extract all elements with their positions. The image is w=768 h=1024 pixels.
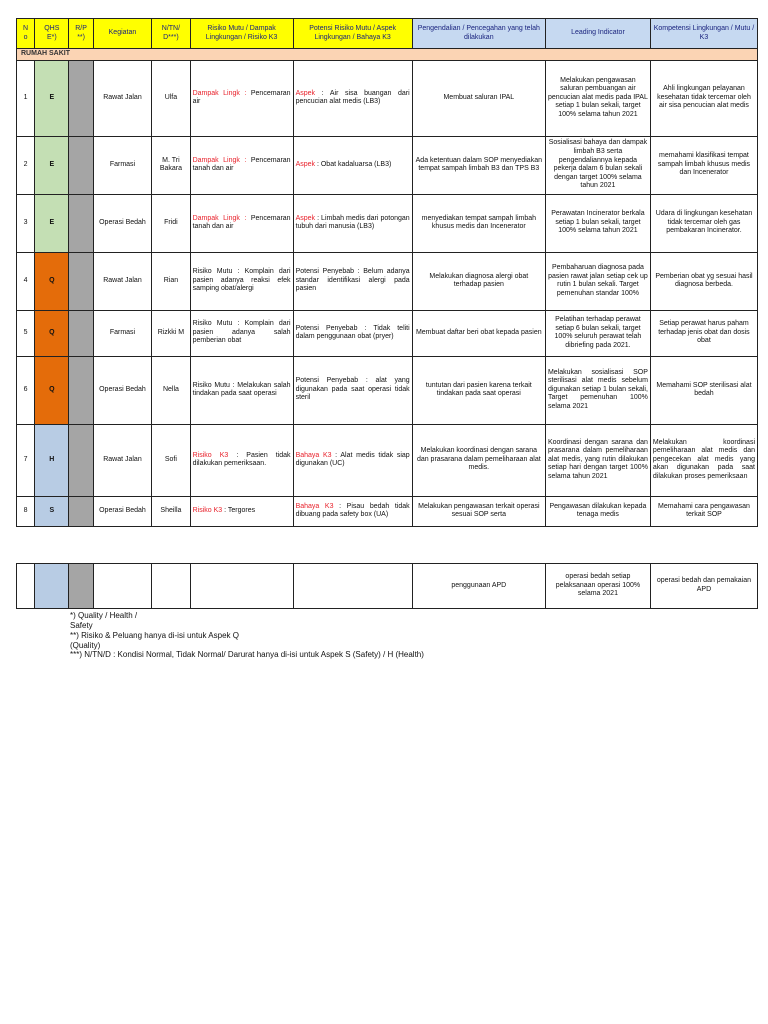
row-potensi [293,424,412,496]
header-no: N o [17,19,35,49]
row-leading-indicator: Melakukan sosialisasi SOP sterilisasi alat medis sebelum digunakan setiap 1 bulan sekali, Target pemenuhan 100% selama 2021 [545,356,650,424]
header-pengendalian: Pengendalian / Pencegahan yang telah dilakukan [412,19,545,49]
table-row [17,356,758,424]
row-pic: Sofi [152,424,190,496]
potential-text: Potensi Penyebab : alat yang digunakan pada saat operasi tidak steril [295,377,410,402]
row-pengendalian: menyediakan tempat sampah limbah khusus medis dan Incenerator [412,194,545,252]
row-kegiatan: Operasi Bedah [93,356,152,424]
footnotes [70,611,424,660]
row-code: E [35,194,69,252]
row-potensi [293,496,412,526]
row-kegiatan: Farmasi [93,310,152,356]
row-potensi [293,310,412,356]
table-row [17,310,758,356]
header-row [17,19,758,49]
row-kompetensi: Pemberian obat yg sesuai hasil diagnosa berbeda. [650,252,757,310]
risk-text: Risiko Mutu : Komplain dari pasien adanya reaksi efek samping obat/alergi [192,268,291,293]
row-risiko [190,496,293,526]
row-kegiatan: Rawat Jalan [93,60,152,136]
row-code: E [35,60,69,136]
header-ntnd: N/TN/ D***) [152,19,190,49]
row-leading-indicator: Pengawasan dilakukan kepada tenaga medis [545,496,650,526]
cont-risiko [190,564,293,609]
row-pengendalian: Melakukan diagnosa alergi obat terhadap pasien [412,252,545,310]
risk-text: : Tergores [222,506,256,514]
row-risiko [190,60,293,136]
row-no: 7 [17,424,35,496]
row-kegiatan: Rawat Jalan [93,424,152,496]
section-label: RUMAH SAKIT [17,49,758,61]
potential-text: Potensi Penyebab : Tidak teliti dalam penggunaan obat (pryer) [295,324,410,341]
section-row [17,49,758,61]
cont-pic [152,564,190,609]
row-kompetensi: Udara di lingkungan kesehatan tidak tercemar oleh gas pembakaran Incinerator. [650,194,757,252]
potential-text: : Pisau bedah tidak dibuang pada safety box (UA) [295,502,410,519]
potential-label: Aspek [295,214,316,222]
row-rp [69,136,93,194]
row-risiko [190,356,293,424]
row-no: 6 [17,356,35,424]
risk-label: Dampak Lingk : [192,156,247,164]
potential-label: Bahaya K3 [295,502,334,510]
row-leading-indicator: Koordinasi dengan sarana dan prasarana dalam pemeliharaan alat medis, yang rutin dilakukan setiap hari dengan target 100% selama tahun 2021 [545,424,650,496]
row-leading-indicator: Pembaharuan diagnosa pada pasien rawat jalan setiap cek up rutin 1 bulan sekali. Target pemenuhan standar 100% [545,252,650,310]
row-kompetensi: Ahli lingkungan pelayanan kesehatan tidak tercemar oleh air sisa pencucian alat medis [650,60,757,136]
footnote-2: **) Risiko & Peluang hanya di-isi untuk Aspek Q (Quality) [70,631,239,650]
row-leading-indicator: Melakukan pengawasan saluran pembuangan air pencucian alat medis pada IPAL setiap 1 bulan sekali, target 100% selama tahun 2021 [545,60,650,136]
row-pic: Ulfa [152,60,190,136]
row-rp [69,424,93,496]
row-potensi [293,252,412,310]
row-code: E [35,136,69,194]
risk-text: Risiko Mutu : Komplain dari pasien adanya salah pemberian obat [192,320,291,345]
row-code: Q [35,356,69,424]
row-rp [69,252,93,310]
row-rp [69,60,93,136]
row-risiko [190,252,293,310]
row-pic: M. Tri Bakara [152,136,190,194]
risk-text: : Pasien tidak dilakukan pemeriksaan. [192,451,291,468]
risk-label: Dampak Lingk : [192,214,247,222]
row-rp [69,496,93,526]
row-no: 3 [17,194,35,252]
row-kompetensi: memahami klasifikasi tempat sampah limbah khusus medis dan Incenerator [650,136,757,194]
risk-text: Pencemaran tanah dan air [192,156,291,173]
row-risiko [190,310,293,356]
row-code: H [35,424,69,496]
potential-label: Bahaya K3 [295,451,332,459]
potential-text: : Alat medis tidak siap digunakan (UC) [295,451,410,468]
row-leading-indicator: Pelatihan terhadap perawat setiap 6 bulan sekali, target 100% seluruh perawat telah dibriefing pada 2021. [545,310,650,356]
risk-text: Pencemaran air [192,89,291,106]
potential-text: : Air sisa buangan dari pencucian alat medis (LB3) [295,89,410,106]
row-pengendalian: Membuat daftar beri obat kepada pasien [412,310,545,356]
row-leading-indicator: Sosialisasi bahaya dan dampak limbah B3 serta pengendaliannya kepada pekerja dalam 6 bulan sekali dengan target 100% selama tahun 2021 [545,136,650,194]
row-potensi [293,60,412,136]
row-potensi [293,356,412,424]
row-kegiatan: Operasi Bedah [93,496,152,526]
potential-label: Aspek [295,160,316,168]
cont-pengendalian: penggunaan APD [412,564,545,609]
risk-text: Pencemaran tanah dan air [192,214,291,231]
row-pengendalian: tuntutan dari pasien karena terkait tindakan pada saat operasi [412,356,545,424]
row-pengendalian: Membuat saluran IPAL [412,60,545,136]
row-no: 4 [17,252,35,310]
row-code: Q [35,252,69,310]
cont-kompetensi: operasi bedah dan pemakaian APD [650,564,757,609]
cont-code [35,564,69,609]
row-rp [69,310,93,356]
row-rp [69,356,93,424]
row-risiko [190,194,293,252]
row-leading-indicator: Perawatan Incinerator berkala setiap 1 bulan sekali, target 100% selama tahun 2021 [545,194,650,252]
row-risiko [190,136,293,194]
row-pic: Fridi [152,194,190,252]
header-risiko: Risiko Mutu / Dampak Lingkungan / Risiko K3 [190,19,293,49]
potential-text: Potensi Penyebab : Belum adanya standar identifikasi alergi pada pasien [295,268,410,293]
footnote-3: ***) N/TN/D : Kondisi Normal, Tidak Normal/ Darurat hanya di-isi untuk Aspek S (Safety) / H (Health) [70,650,424,660]
row-risiko [190,424,293,496]
continuation-row [17,564,758,609]
header-kompetensi: Kompetensi Lingkungan / Mutu / K3 [650,19,757,49]
row-pic: Rizkki M [152,310,190,356]
risk-register-table [16,18,758,527]
table-row [17,136,758,194]
row-kompetensi: Setiap perawat harus paham terhadap jenis obat dan dosis obat [650,310,757,356]
row-pic: Sheilla [152,496,190,526]
risk-label: Dampak Lingk : [192,89,247,97]
row-pic: Nella [152,356,190,424]
risk-text: Risiko Mutu : Melakukan salah tindakan pada saat operasi [192,381,291,398]
cont-no [17,564,35,609]
table-row [17,60,758,136]
row-kegiatan: Farmasi [93,136,152,194]
cont-leading-indicator: operasi bedah setiap pelaksanaan operasi 100% selama 2021 [545,564,650,609]
header-qhse: QHS E*) [35,19,69,49]
risk-label: Risiko K3 [192,506,223,514]
header-kegiatan: Kegiatan [93,19,152,49]
row-no: 8 [17,496,35,526]
continuation-table [16,563,758,609]
table-row [17,496,758,526]
row-pic: Rian [152,252,190,310]
table-row [17,424,758,496]
cont-kegiatan [93,564,152,609]
row-pengendalian: Ada ketentuan dalam SOP menyediakan tempat sampah limbah B3 dan TPS B3 [412,136,545,194]
cont-potensi [293,564,412,609]
potential-text: : Limbah medis dari potongan tubuh dari manusia (LB3) [295,214,410,231]
cont-rp [69,564,93,609]
table-row [17,252,758,310]
row-kompetensi: Memahami cara pengawasan terkait SOP [650,496,757,526]
row-kompetensi: Memahami SOP sterilisasi alat bedah [650,356,757,424]
risk-label: Risiko K3 [192,451,229,459]
header-potensi: Potensi Risiko Mutu / Aspek Lingkungan / Bahaya K3 [293,19,412,49]
row-kegiatan: Rawat Jalan [93,252,152,310]
header-leading-indicator: Leading Indicator [545,19,650,49]
row-no: 5 [17,310,35,356]
row-kompetensi: Melakukan koordinasi pemeliharaan alat medis dan pengecekan alat medis yang akan digunakan pada saat dilakukan proses pemeriksaan [650,424,757,496]
row-no: 2 [17,136,35,194]
row-code: Q [35,310,69,356]
potential-label: Aspek [295,89,316,97]
row-no: 1 [17,60,35,136]
row-code: S [35,496,69,526]
row-potensi [293,136,412,194]
row-potensi [293,194,412,252]
potential-text: : Obat kadaluarsa (LB3) [315,160,392,168]
row-pengendalian: Melakukan koordinasi dengan sarana dan prasarana dalam pemeliharaan alat medis. [412,424,545,496]
row-kegiatan: Operasi Bedah [93,194,152,252]
header-rp: R/P **) [69,19,93,49]
footnote-1: *) Quality / Health / Safety [70,611,138,630]
row-pengendalian: Melakukan pengawasan terkait operasi sesuai SOP serta [412,496,545,526]
row-rp [69,194,93,252]
table-row [17,194,758,252]
